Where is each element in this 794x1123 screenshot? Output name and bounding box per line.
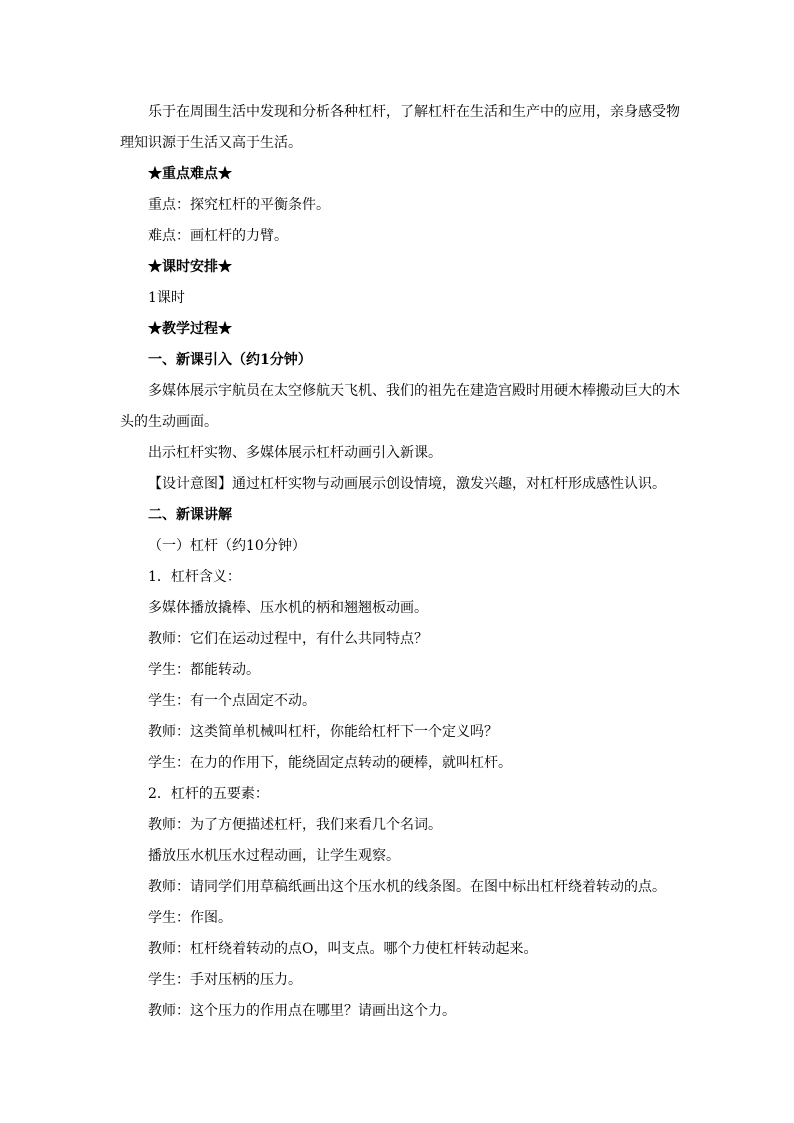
paragraph-intro-line1: 乐于在周围生活中发现和分析各种杠杆，了解杠杆在生活和生产中的应用，亲身感受物 bbox=[148, 104, 680, 120]
dialog-teacher-2: 教师：这类简单机械叫杠杆，你能给杠杆下一个定义吗？ bbox=[148, 724, 498, 740]
section-heading-new-lesson: 二、新课讲解 bbox=[148, 507, 232, 523]
dialog-student-5: 学生：手对压柄的压力。 bbox=[148, 972, 302, 988]
heading-schedule: ★课时安排★ bbox=[148, 259, 232, 275]
item-lever-meaning: 1．杠杆含义： bbox=[148, 569, 241, 585]
item-lever-five-elements: 2．杠杆的五要素： bbox=[148, 786, 269, 802]
dialog-student-1: 学生：都能转动。 bbox=[148, 662, 260, 678]
dialog-teacher-6: 教师：这个压力的作用点在哪里？请画出这个力。 bbox=[148, 1003, 456, 1019]
paragraph-design-intent: 【设计意图】通过杠杆实物与动画展示创设情境，激发兴趣，对杠杆形成感性认识。 bbox=[148, 476, 666, 492]
heading-key-points: ★重点难点★ bbox=[148, 166, 232, 182]
dialog-teacher-1: 教师：它们在运动过程中，有什么共同特点？ bbox=[148, 631, 428, 647]
section-heading-intro: 一、新课引入（约1分钟） bbox=[148, 352, 312, 368]
heading-teaching-process: ★教学过程★ bbox=[148, 321, 232, 337]
paragraph-multimedia-line2: 头的生动画面。 bbox=[120, 414, 218, 430]
schedule-text: 1课时 bbox=[148, 290, 185, 306]
dialog-teacher-3: 教师：为了方便描述杠杆，我们来看几个名词。 bbox=[148, 817, 442, 833]
paragraph-play-animation: 多媒体播放撬棒、压水机的柄和翘翘板动画。 bbox=[148, 600, 428, 616]
paragraph-play-pump: 播放压水机压水过程动画，让学生观察。 bbox=[148, 848, 400, 864]
paragraph-intro-line2: 理知识源于生活又高于生活。 bbox=[120, 135, 302, 151]
paragraph-show-lever: 出示杠杆实物、多媒体展示杠杆动画引入新课。 bbox=[148, 445, 442, 461]
dialog-teacher-4: 教师：请同学们用草稿纸画出这个压水机的线条图。在图中标出杠杆绕着转动的点。 bbox=[148, 879, 666, 895]
paragraph-multimedia-line1: 多媒体展示宇航员在太空修航天飞机、我们的祖先在建造宫殿时用硬木棒搬动巨大的木 bbox=[148, 383, 680, 399]
dialog-teacher-5: 教师：杠杆绕着转动的点O，叫支点。哪个力使杠杆转动起来。 bbox=[148, 941, 538, 957]
key-point-text: 重点：探究杠杆的平衡条件。 bbox=[148, 197, 330, 213]
difficulty-text: 难点：画杠杆的力臂。 bbox=[148, 228, 288, 244]
dialog-student-2: 学生：有一个点固定不动。 bbox=[148, 693, 316, 709]
subsection-heading-lever: （一）杠杆（约10分钟） bbox=[148, 538, 306, 554]
dialog-student-3: 学生：在力的作用下，能绕固定点转动的硬棒，就叫杠杆。 bbox=[148, 755, 512, 771]
dialog-student-4: 学生：作图。 bbox=[148, 910, 232, 926]
